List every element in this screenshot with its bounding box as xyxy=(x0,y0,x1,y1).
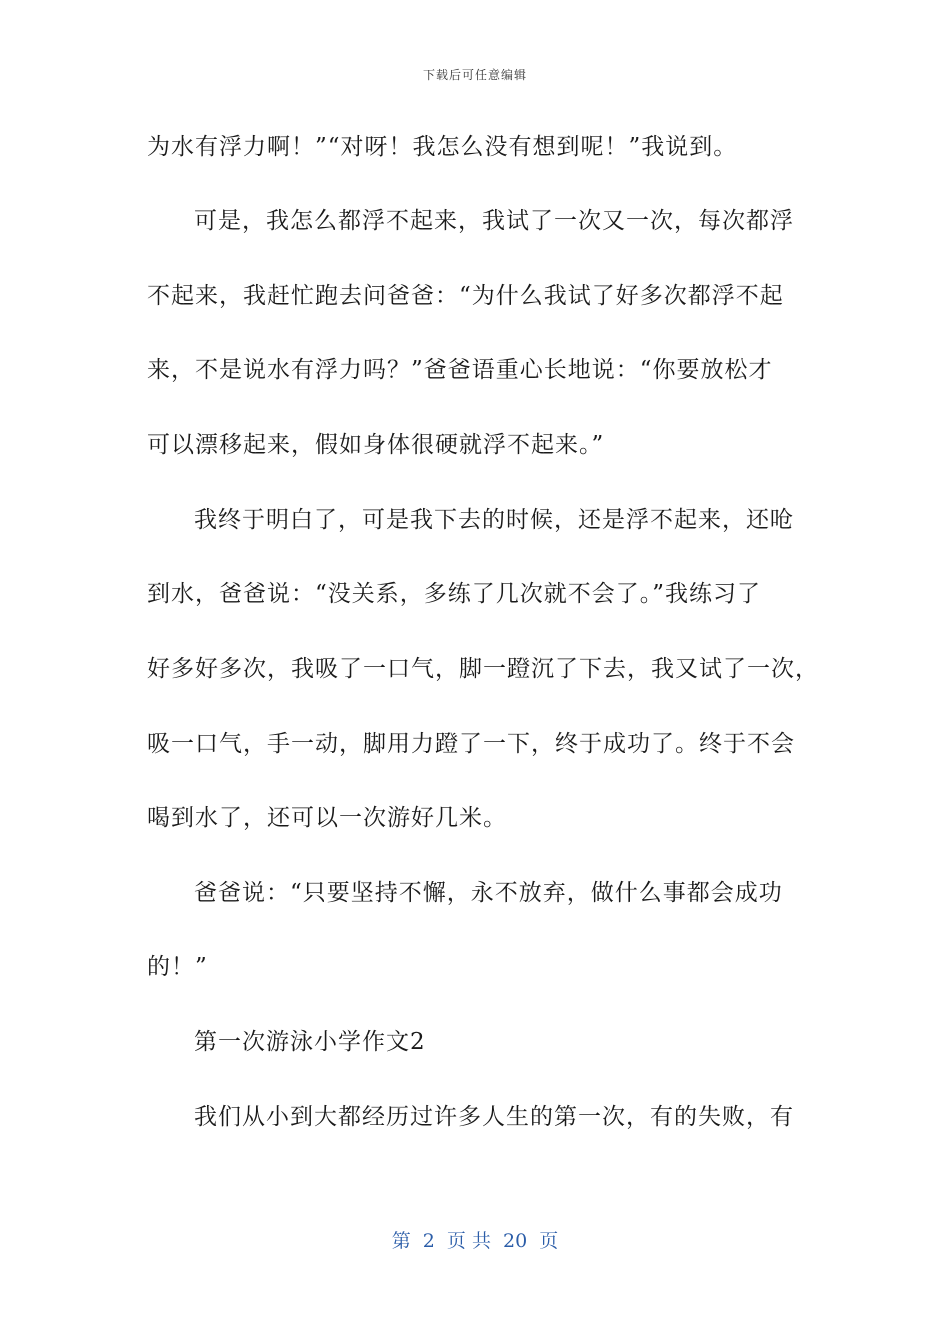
body-line-5: 可以漂移起来，假如身体很硬就浮不起来。” xyxy=(147,432,605,458)
footer-middle: 页 共 xyxy=(446,1230,491,1252)
body-line-8: 好多好多次，我吸了一口气，脚一蹬沉了下去，我又试了一次， xyxy=(147,656,819,682)
body-line-7: 到水，爸爸说：“没关系，多练了几次就不会了。”我练习了 xyxy=(147,581,762,607)
footer-total-pages: 20 xyxy=(503,1230,528,1252)
footer-page-number: 2 xyxy=(422,1230,435,1252)
download-note: 下载后可任意编辑 xyxy=(422,68,527,82)
body-line-4: 来，不是说水有浮力吗？”爸爸语重心长地说：“你要放松才 xyxy=(147,357,773,383)
body-line-9: 吸一口气，手一动，脚用力蹬了一下，终于成功了。终于不会 xyxy=(147,731,795,757)
body-line-12: 的！” xyxy=(147,954,208,980)
body-line-6: 我终于明白了，可是我下去的时候，还是浮不起来，还呛 xyxy=(194,507,794,533)
body-line-2: 可是，我怎么都浮不起来，我试了一次又一次，每次都浮 xyxy=(194,208,794,234)
body-line-3: 不起来，我赶忙跑去问爸爸：“为什么我试了好多次都浮不起 xyxy=(147,283,784,309)
body-line-10: 喝到水了，还可以一次游好几米。 xyxy=(147,805,507,831)
page-footer xyxy=(0,1226,950,1253)
footer-suffix: 页 xyxy=(539,1230,559,1252)
body-line-14: 我们从小到大都经历过许多人生的第一次，有的失败，有 xyxy=(194,1104,794,1130)
body-line-11: 爸爸说：“只要坚持不懈，永不放弃，做什么事都会成功 xyxy=(194,880,783,906)
body-line-1: 为水有浮力啊！”“对呀！我怎么没有想到呢！”我说到。 xyxy=(147,134,738,160)
footer-prefix: 第 xyxy=(391,1230,411,1252)
section-heading: 第一次游泳小学作文2 xyxy=(194,1029,426,1055)
